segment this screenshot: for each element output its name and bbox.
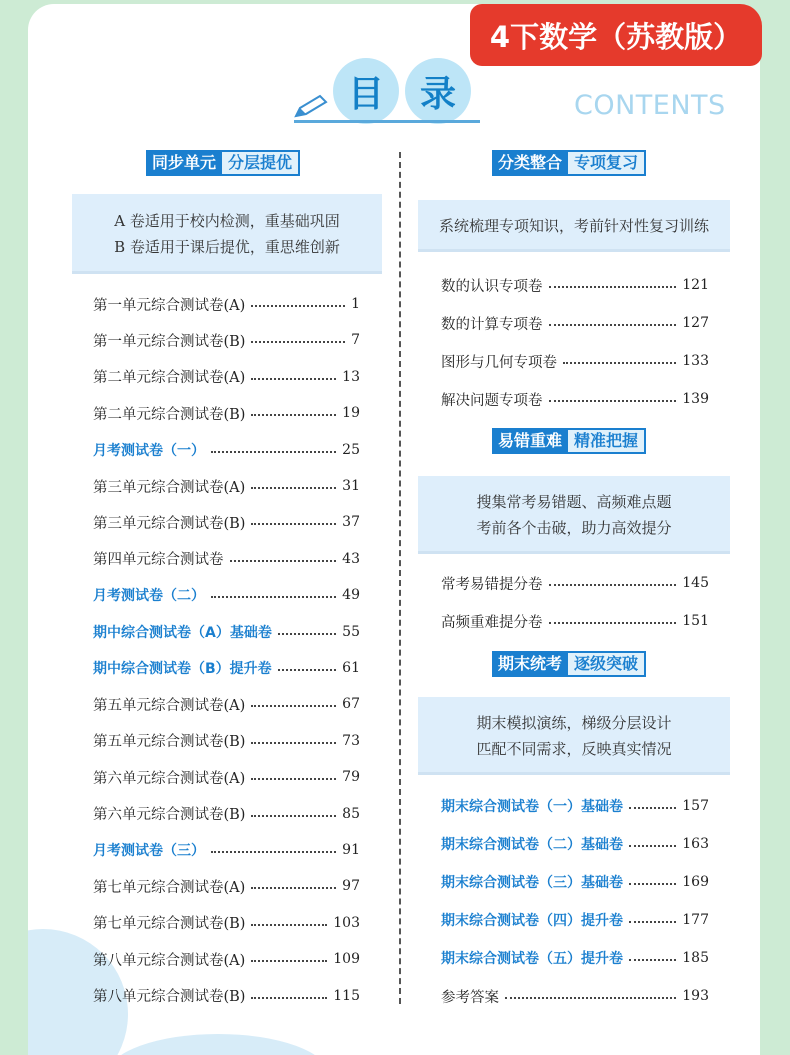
section-desc-line: 搜集常考易错题、高频难点题 <box>476 493 672 511</box>
toc-entry-title: 第七单元综合测试卷(B) <box>93 916 246 933</box>
toc-entry[interactable] <box>441 349 709 373</box>
toc-entry[interactable] <box>441 908 709 932</box>
toc-leader-dots <box>629 959 676 961</box>
toc-entry[interactable] <box>93 292 360 316</box>
section-header <box>492 150 646 176</box>
section-header-part: 分层提优 <box>222 150 300 176</box>
toc-entry-title: 第三单元综合测试卷(A) <box>93 479 246 496</box>
section-header-part: 专项复习 <box>568 150 646 176</box>
section-header-part: 逐级突破 <box>568 651 646 677</box>
toc-entry-page: 177 <box>682 912 709 928</box>
toc-entry-title: 期末综合测试卷（四）提升卷 <box>441 913 623 929</box>
toc-entry-title: 第六单元综合测试卷(B) <box>93 807 246 824</box>
grade-tag: 4下数学（苏教版） <box>470 4 762 66</box>
toc-entry-title: 解决问题专项卷 <box>441 392 543 409</box>
toc-entry-page: 127 <box>682 315 709 331</box>
toc-leader-dots <box>211 451 336 453</box>
section-desc-line: 期末模拟演练，梯级分层设计 <box>476 714 672 732</box>
toc-leader-dots <box>629 921 676 923</box>
toc-leader-dots <box>251 887 336 889</box>
toc-entry-title: 第六单元综合测试卷(A) <box>93 770 246 787</box>
toc-entry-title: 第五单元综合测试卷(B) <box>93 734 246 751</box>
toc-entry-page: 163 <box>682 836 709 852</box>
toc-entry-page: 61 <box>342 660 360 676</box>
toc-entry[interactable] <box>93 984 360 1008</box>
toc-leader-dots <box>629 845 676 847</box>
toc-entry[interactable] <box>93 874 360 898</box>
toc-leader-dots <box>563 362 676 364</box>
section-header-part: 期末统考 <box>492 651 568 677</box>
toc-entry-title: 期中综合测试卷（B）提升卷 <box>93 661 272 677</box>
toc-entry-page: 43 <box>342 550 360 567</box>
toc-leader-dots <box>251 997 327 999</box>
toc-entry[interactable] <box>93 729 360 753</box>
toc-entry-page: 109 <box>333 951 360 968</box>
toc-entry[interactable] <box>93 947 360 971</box>
section-header-part: 精准把握 <box>568 428 646 454</box>
toc-entry[interactable] <box>93 547 360 571</box>
toc-leader-dots <box>251 487 336 489</box>
section-header-part: 同步单元 <box>146 150 222 176</box>
section-desc-line: 匹配不同需求，反映真实情况 <box>476 740 672 758</box>
column-divider <box>399 152 401 1004</box>
toc-entry-title: 期末综合测试卷（一）基础卷 <box>441 799 623 815</box>
toc-entry[interactable] <box>441 571 709 595</box>
toc-entry-title: 第四单元综合测试卷 <box>93 552 224 569</box>
section-desc-line: 系统梳理专项知识，考前针对性复习训练 <box>438 217 709 235</box>
toc-entry[interactable] <box>441 832 709 856</box>
toc-entry-page: 85 <box>342 805 360 822</box>
toc-entry[interactable] <box>441 870 709 894</box>
toc-entry-title: 图形与几何专项卷 <box>441 354 557 371</box>
section-header-part: 分类整合 <box>492 150 568 176</box>
toc-leader-dots <box>549 622 677 624</box>
section-header <box>146 150 300 176</box>
toc-leader-dots <box>251 414 336 416</box>
toc-leader-dots <box>549 286 677 288</box>
toc-entry-title: 第三单元综合测试卷(B) <box>93 515 246 532</box>
toc-leader-dots <box>251 705 336 707</box>
toc-entry-title: 第八单元综合测试卷(A) <box>93 952 246 969</box>
toc-entry[interactable] <box>441 609 709 633</box>
toc-entry-page: 19 <box>342 405 360 422</box>
toc-entry-page: 157 <box>682 798 709 814</box>
toc-leader-dots <box>251 742 336 744</box>
section-desc-line: B 卷适用于课后提优，重思维创新 <box>114 238 340 256</box>
toc-entry-page: 31 <box>342 478 360 494</box>
toc-entry-page: 115 <box>333 987 360 1004</box>
toc-leader-dots <box>629 883 676 885</box>
toc-entry-page: 91 <box>342 842 360 858</box>
toc-entry-title: 常考易错提分卷 <box>441 576 543 593</box>
toc-entry-page: 139 <box>682 391 709 407</box>
toc-leader-dots <box>251 924 327 926</box>
toc-entry[interactable] <box>93 328 360 352</box>
toc-entry-title: 第二单元综合测试卷(A) <box>93 370 246 387</box>
toc-entry-page: 1 <box>351 296 360 312</box>
toc-entry-page: 151 <box>682 613 709 629</box>
toc-entry-title: 月考测试卷（一） <box>93 442 205 459</box>
toc-entry-title: 月考测试卷（三） <box>93 843 205 859</box>
toc-entry[interactable] <box>441 794 709 818</box>
toc-entry[interactable] <box>93 765 360 789</box>
toc-leader-dots <box>251 341 345 343</box>
toc-entry-page: 193 <box>682 988 709 1004</box>
section-description <box>418 200 730 252</box>
toc-entry[interactable] <box>441 946 709 970</box>
decor-blob <box>108 1034 328 1055</box>
toc-leader-dots <box>505 997 676 999</box>
toc-entry-title: 第二单元综合测试卷(B) <box>93 406 246 423</box>
toc-leader-dots <box>549 584 677 586</box>
toc-entry-page: 49 <box>342 587 360 604</box>
toc-entry-page: 79 <box>342 769 360 786</box>
toc-entry[interactable] <box>93 692 360 716</box>
toc-entry[interactable] <box>441 273 709 297</box>
toc-leader-dots <box>251 305 345 307</box>
toc-entry[interactable] <box>93 474 360 498</box>
toc-entry-page: 97 <box>342 878 360 895</box>
toc-entry-title: 期末综合测试卷（五）提升卷 <box>441 951 623 967</box>
toc-entry-title: 第八单元综合测试卷(B) <box>93 989 246 1006</box>
toc-entry-page: 67 <box>342 696 360 713</box>
toc-entry[interactable] <box>441 984 709 1008</box>
toc-leader-dots <box>251 378 336 380</box>
toc-entry[interactable] <box>93 365 360 389</box>
toc-leader-dots <box>549 400 677 402</box>
toc-entry-page: 37 <box>342 514 360 531</box>
toc-entry[interactable] <box>441 311 709 335</box>
pen-icon <box>292 94 332 120</box>
toc-leader-dots <box>251 815 336 817</box>
toc-entry-title: 第七单元综合测试卷(A) <box>93 879 246 896</box>
toc-entry-page: 13 <box>342 368 360 385</box>
toc-entry-page: 73 <box>342 732 360 749</box>
toc-leader-dots <box>549 324 677 326</box>
toc-leader-dots <box>251 523 336 525</box>
toc-entry-page: 145 <box>682 575 709 591</box>
section-description <box>418 697 730 775</box>
toc-leader-dots <box>230 560 337 562</box>
toc-leader-dots <box>251 778 336 780</box>
toc-leader-dots <box>278 633 336 635</box>
toc-entry-title: 高频重难提分卷 <box>441 614 543 631</box>
toc-entry-page: 25 <box>342 441 360 458</box>
toc-entry-page: 133 <box>682 353 709 369</box>
toc-leader-dots <box>629 807 676 809</box>
toc-leader-dots <box>211 851 336 853</box>
toc-entry[interactable] <box>93 510 360 534</box>
toc-entry-page: 121 <box>682 277 709 293</box>
section-header-part: 易错重难 <box>492 428 568 454</box>
toc-entry-title: 参考答案 <box>441 989 499 1006</box>
toc-entry-page: 169 <box>682 874 709 890</box>
section-desc-line: A 卷适用于校内检测，重基础巩固 <box>114 212 340 230</box>
section-description <box>418 476 730 554</box>
title-char-2: 录 <box>405 58 471 124</box>
section-header <box>492 428 646 454</box>
section-description <box>72 194 382 274</box>
toc-entry-title: 期末综合测试卷（二）基础卷 <box>441 837 623 853</box>
toc-entry[interactable] <box>93 620 360 644</box>
toc-entry[interactable] <box>93 656 360 680</box>
toc-entry[interactable] <box>441 387 709 411</box>
title-char-1: 目 <box>333 58 399 124</box>
toc-leader-dots <box>211 596 336 598</box>
contents-label: CONTENTS <box>574 90 726 121</box>
toc-entry[interactable] <box>93 838 360 862</box>
toc-entry-title: 月考测试卷（二） <box>93 588 205 605</box>
toc-entry-title: 数的认识专项卷 <box>441 278 543 295</box>
toc-entry-title: 第五单元综合测试卷(A) <box>93 697 246 714</box>
section-desc-line: 考前各个击破，助力高效提分 <box>476 519 672 537</box>
toc-entry[interactable] <box>93 802 360 826</box>
toc-entry-page: 55 <box>342 623 360 640</box>
toc-entry-title: 第一单元综合测试卷(A) <box>93 297 246 314</box>
toc-entry-page: 7 <box>351 332 360 349</box>
toc-entry[interactable] <box>93 583 360 607</box>
section-header <box>492 651 646 677</box>
toc-entry-title: 数的计算专项卷 <box>441 316 543 333</box>
toc-entry-page: 185 <box>682 950 709 966</box>
toc-leader-dots <box>251 960 327 962</box>
toc-entry-title: 期中综合测试卷（A）基础卷 <box>93 624 272 641</box>
toc-entry[interactable] <box>93 401 360 425</box>
toc-entry[interactable] <box>93 438 360 462</box>
toc-entry[interactable] <box>93 911 360 935</box>
toc-entry-title: 期末综合测试卷（三）基础卷 <box>441 875 623 891</box>
toc-leader-dots <box>278 669 337 671</box>
title-underline <box>294 120 480 123</box>
toc-entry-title: 第一单元综合测试卷(B) <box>93 333 246 350</box>
toc-entry-page: 103 <box>333 914 360 931</box>
